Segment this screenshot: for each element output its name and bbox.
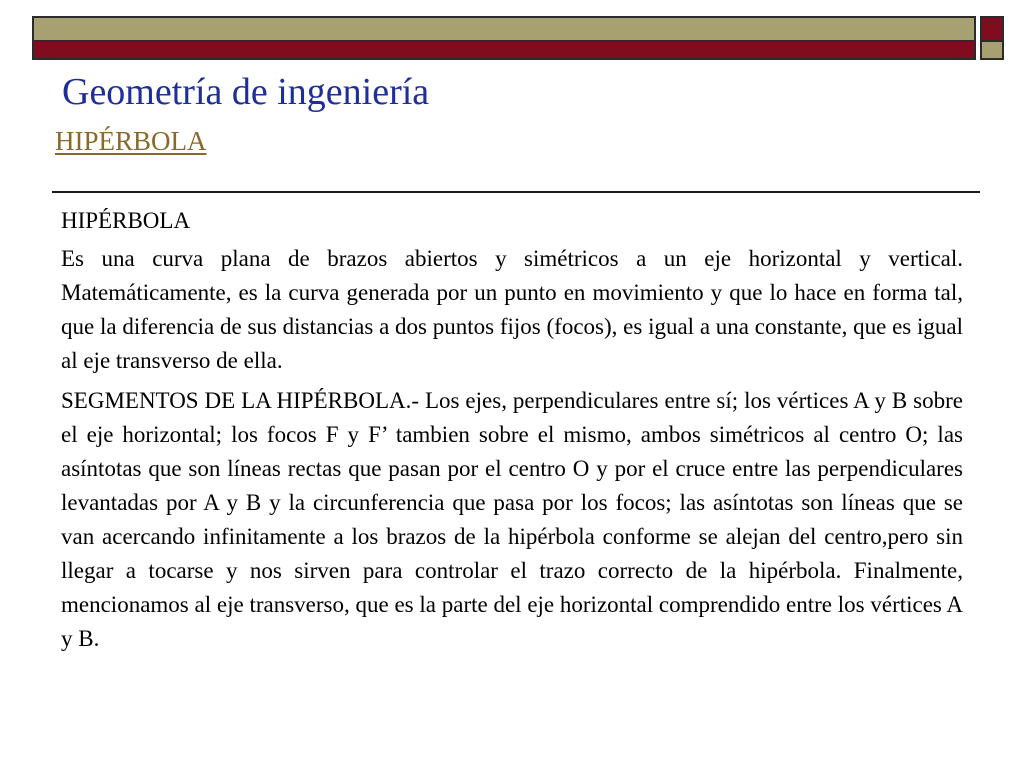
header-band-olive [32,16,976,42]
corner-block-olive [980,42,1004,60]
section-heading: HIPÉRBOLA [61,208,191,233]
subtitle-link[interactable]: HIPÉRBOLA [55,126,207,156]
slide-title: Geometría de ingeniería [62,71,430,113]
title-divider [52,191,980,193]
header-band-red [32,42,976,60]
definition-paragraph: Es una curva plana de brazos abiertos y simétricos a un eje horizontal y vertical. Matemáticamente, es la curva generada por un punto en movimiento y que lo hace en forma tal, que la diferencia de sus distancias a dos puntos fijos (focos), es igual a una constante, que es igual al eje transverso de ella. [61,246,963,373]
corner-block-red [980,16,1004,42]
segments-paragraph: SEGMENTOS DE LA HIPÉRBOLA.- Los ejes, perpendiculares entre sí; los vértices A y B sobre el eje horizontal; los focos F y F’ tambien sobre el mismo, ambos simétricos al centro O; las asíntotas que son líneas rectas que pasan por el centro O y por el cruce entre las perpendiculares levantadas por A y B y la circunferencia que pasa por los focos; las asíntotas son líneas que se van acercando infinitamente a los brazos de la hipérbola conforme se alejan del centro,pero sin llegar a tocarse y nos sirven para controlar el trazo correcto de la hipérbola. Finalmente, mencionamos al eje transverso, que es la parte del eje horizontal comprendido entre los vértices A y B. [61,388,963,651]
content-body [61,204,963,662]
